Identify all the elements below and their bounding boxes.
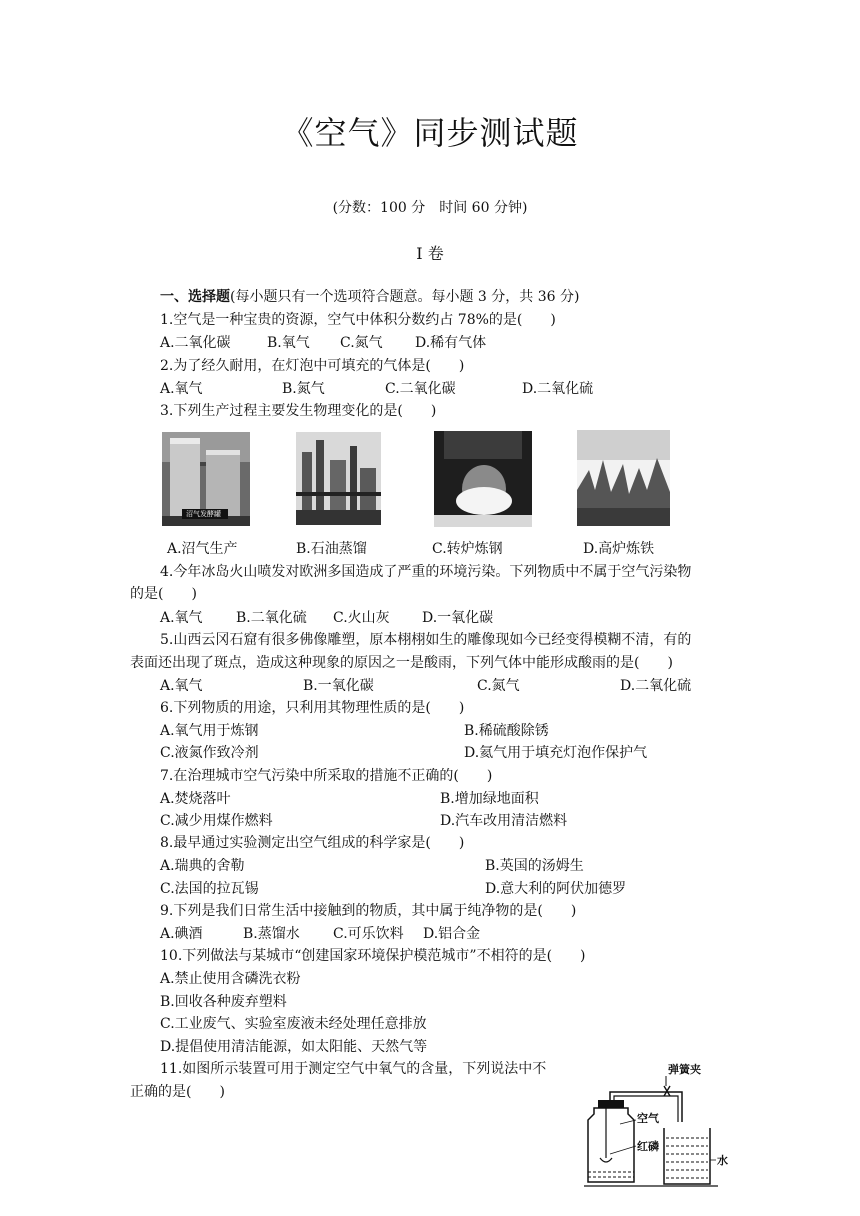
question-5-line-1: 5.山西云冈石窟有很多佛像雕塑，原本栩栩如生的雕像现如今已经变得模糊不清，有的 <box>160 632 692 648</box>
question-3: 3.下列生产过程主要发生物理变化的是( ) <box>160 403 437 419</box>
photo-caption: 沼气发酵罐 <box>186 510 221 518</box>
q9-option-a: A.碘酒 <box>160 926 203 942</box>
q7-option-b: B.增加绿地面积 <box>440 791 539 807</box>
question-6: 6.下列物质的用途，只利用其物理性质的是( ) <box>160 700 465 716</box>
q5-option-b: B.一氧化碳 <box>303 678 374 694</box>
q2-option-d: D.二氧化硫 <box>522 381 594 397</box>
phosphorus-label: 红磷 <box>637 1140 659 1153</box>
q1-option-b: B.氧气 <box>267 335 310 351</box>
question-1: 1.空气是一种宝贵的资源，空气中体积分数约占 78%的是( ) <box>160 312 556 328</box>
converter-steelmaking-photo <box>434 431 532 527</box>
question-10: 10.下列做法与某城市“创建国家环境保护模范城市”不相符的是( ) <box>160 948 586 964</box>
question-8: 8.最早通过实验测定出空气组成的科学家是( ) <box>160 835 465 851</box>
q8-option-b: B.英国的汤姆生 <box>485 858 584 874</box>
q6-option-c: C.液氮作致冷剂 <box>160 745 259 761</box>
q3-option-d: D.高炉炼铁 <box>583 541 655 557</box>
q2-option-b: B.氮气 <box>282 381 325 397</box>
q1-option-c: C.氮气 <box>340 335 383 351</box>
oil-refinery-photo <box>296 432 381 525</box>
q5-option-a: A.氧气 <box>160 678 203 694</box>
question-4-line-1: 4.今年冰岛火山喷发对欧洲多国造成了严重的环境污染。下列物质中不属于空气污染物 <box>160 564 692 580</box>
question-4-line-2: 的是( ) <box>130 586 197 602</box>
section-note: (每小题只有一个选项符合题意。每小题 3 分，共 36 分) <box>230 289 580 305</box>
exam-info: (分数：100 分 时间 60 分钟) <box>332 200 528 216</box>
q2-option-c: C.二氧化碳 <box>385 381 456 397</box>
q7-option-c: C.减少用煤作燃料 <box>160 813 273 829</box>
q9-option-c: C.可乐饮料 <box>333 926 404 942</box>
question-5-line-2: 表面还出现了斑点，造成这种现象的原因之一是酸雨，下列气体中能形成酸雨的是( ) <box>130 655 673 671</box>
q8-option-c: C.法国的拉瓦锡 <box>160 881 259 897</box>
q8-option-a: A.瑞典的舍勒 <box>160 858 245 874</box>
question-11-line-1: 11.如图所示装置可用于测定空气中氧气的含量，下列说法中不 <box>160 1061 547 1077</box>
q6-option-a: A.氧气用于炼钢 <box>160 723 259 739</box>
section-heading <box>160 288 579 306</box>
q10-option-d: D.提倡使用清洁能源，如太阳能、天然气等 <box>160 1039 428 1055</box>
question-11-line-2: 正确的是( ) <box>130 1084 225 1100</box>
page-title: 《空气》同步测试题 <box>281 114 579 152</box>
clamp-label: 弹簧夹 <box>668 1063 701 1076</box>
q9-option-b: B.蒸馏水 <box>243 926 300 942</box>
q1-option-a: A.二氧化碳 <box>160 335 231 351</box>
q10-option-a: A.禁止使用含磷洗衣粉 <box>160 971 301 987</box>
q8-option-d: D.意大利的阿伏加德罗 <box>485 881 627 897</box>
q4-option-a: A.氧气 <box>160 610 203 626</box>
water-label: 水 <box>717 1154 728 1167</box>
question-7: 7.在治理城市空气污染中所采取的措施不正确的( ) <box>160 768 493 784</box>
q3-option-c: C.转炉炼钢 <box>432 541 503 557</box>
q6-option-d: D.氦气用于填充灯泡作保护气 <box>464 745 648 761</box>
oxygen-measurement-apparatus-diagram <box>580 1062 730 1192</box>
q2-option-a: A.氧气 <box>160 381 203 397</box>
q9-option-d: D.铝合金 <box>423 926 481 942</box>
q5-option-d: D.二氧化硫 <box>620 678 692 694</box>
question-9: 9.下列是我们日常生活中接触到的物质，其中属于纯净物的是( ) <box>160 903 577 919</box>
q3-option-a: A.沼气生产 <box>167 541 238 557</box>
blast-furnace-photo <box>577 430 670 526</box>
q4-option-d: D.一氧化碳 <box>422 610 494 626</box>
q3-option-b: B.石油蒸馏 <box>296 541 367 557</box>
q4-option-b: B.二氧化硫 <box>236 610 307 626</box>
q10-option-b: B.回收各种废弃塑料 <box>160 994 287 1010</box>
q1-option-d: D.稀有气体 <box>415 335 487 351</box>
q7-option-d: D.汽车改用清洁燃料 <box>440 813 568 829</box>
question-2: 2.为了经久耐用，在灯泡中可填充的气体是( ) <box>160 358 465 374</box>
q7-option-a: A.焚烧落叶 <box>160 791 231 807</box>
volume-heading: I 卷 <box>416 244 444 263</box>
q6-option-b: B.稀硫酸除锈 <box>464 723 549 739</box>
air-label: 空气 <box>637 1112 659 1125</box>
section-title: 一、选择题 <box>160 289 230 305</box>
biogas-tank-photo <box>162 432 250 526</box>
q10-option-c: C.工业废气、实验室废液未经处理任意排放 <box>160 1016 427 1032</box>
q5-option-c: C.氮气 <box>477 678 520 694</box>
q4-option-c: C.火山灰 <box>333 610 390 626</box>
